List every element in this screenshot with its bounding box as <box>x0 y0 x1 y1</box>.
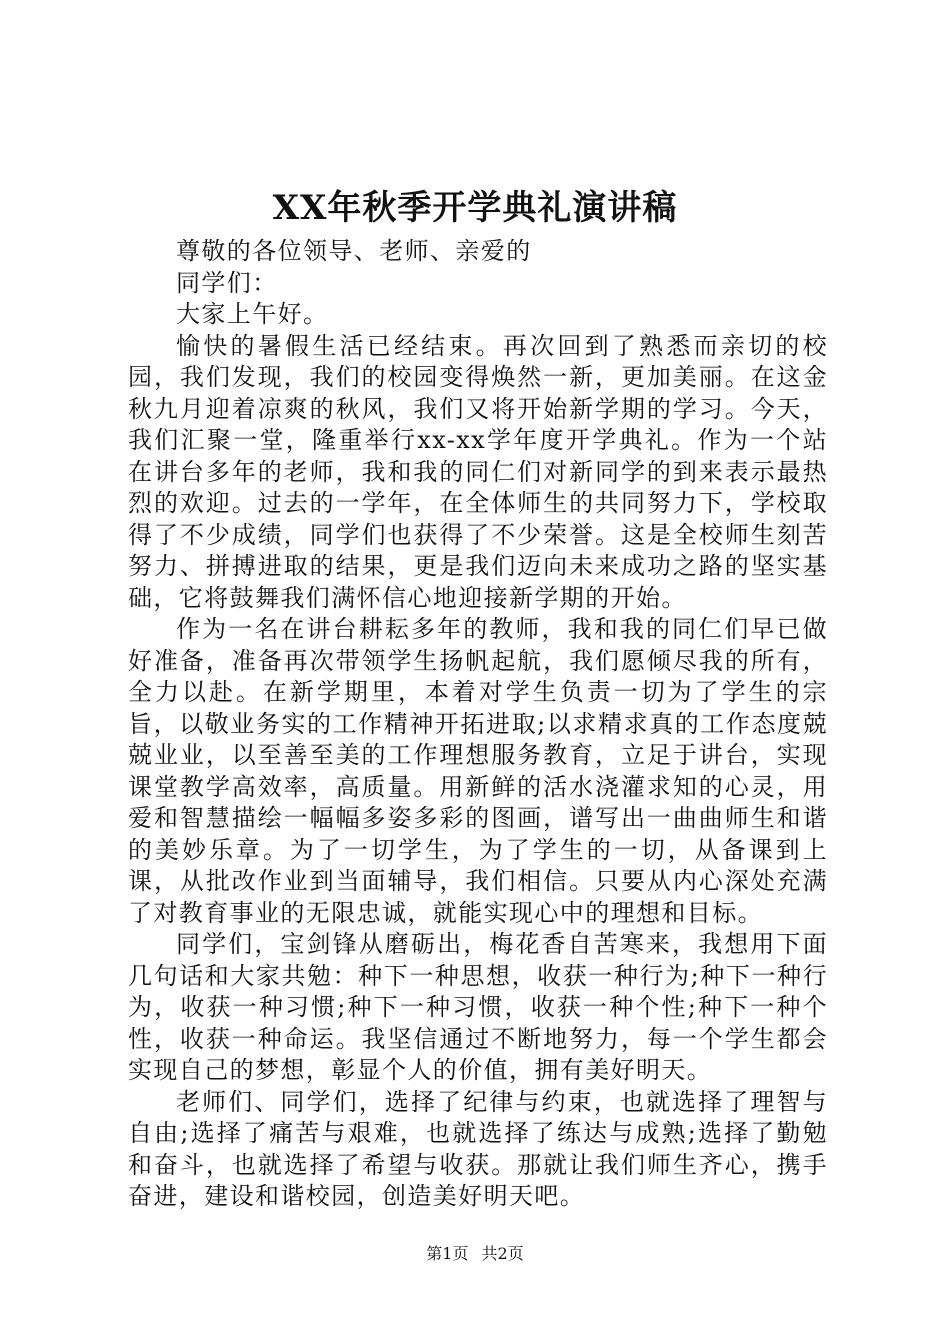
page-footer <box>0 1242 950 1266</box>
page-number: 第1页 <box>426 1244 469 1263</box>
document-title: XX年秋季开学典礼演讲稿 <box>272 188 678 228</box>
salutation-line-1: 尊敬的各位领导、老师、亲爱的 <box>176 237 532 265</box>
body-paragraph: 老师们、同学们，选择了纪律与约束，也就选择了理智与自由;选择了痛苦与艰难，也就选择了练达与成熟;选择了勤勉和奋斗，也就选择了希望与收获。那就让我们师生齐心，携手奋进，建设和谐校园，创造美好明天吧。 <box>128 1087 828 1210</box>
salutation-line-2: 同学们： <box>176 268 278 297</box>
page-total: 共2页 <box>481 1244 524 1263</box>
body-paragraph: 愉快的暑假生活已经结束。再次回到了熟悉而亲切的校园，我们发现，我们的校园变得焕然一新，更加美丽。在这金秋九月迎着凉爽的秋风，我们又将开始新学期的学习。今天，我们汇聚一堂，隆重举行xx-xx学年度开学典礼。作为一个站在讲台多年的老师，我和我的同仁们对新同学的到来表示最热烈的欢迎。过去的一学年，在全体师生的共同努力下，学校取得了不少成绩，同学们也获得了不少荣誉。这是全校师生刻苦努力、拼搏进取的结果，更是我们迈向未来成功之路的坚实基础，它将鼓舞我们满怀信心地迎接新学期的开始。 <box>128 331 828 612</box>
body-paragraph: 同学们，宝剑锋从磨砺出，梅花香自苦寒来，我想用下面几句话和大家共勉：种下一种思想，收获一种行为;种下一种行为，收获一种习惯;种下一种习惯，收获一种个性;种下一种个性，收获一种命运。我坚信通过不断地努力，每一个学生都会实现自己的梦想，彰显个人的价值，拥有美好明天。 <box>128 930 828 1084</box>
greeting: 大家上午好。 <box>176 300 329 328</box>
body-paragraph: 作为一名在讲台耕耘多年的教师，我和我的同仁们早已做好准备，准备再次带领学生扬帆起航，我们愿倾尽我的所有，全力以赴。在新学期里，本着对学生负责一切为了学生的宗旨，以敬业务实的工作精神开拓进取;以求精求真的工作态度兢兢业业，以至善至美的工作理想服务教育，立足于讲台，实现课堂教学高效率，高质量。用新鲜的活水浇灌求知的心灵，用爱和智慧描绘一幅幅多姿多彩的图画，谱写出一曲曲师生和谐的美妙乐章。为了一切学生，为了学生的一切，从备课到上课，从批改作业到当面辅导，我们相信。只要从内心深处充满了对教育事业的无限忠诚，就能实现心中的理想和目标。 <box>128 615 828 927</box>
document-body <box>128 236 828 1213</box>
